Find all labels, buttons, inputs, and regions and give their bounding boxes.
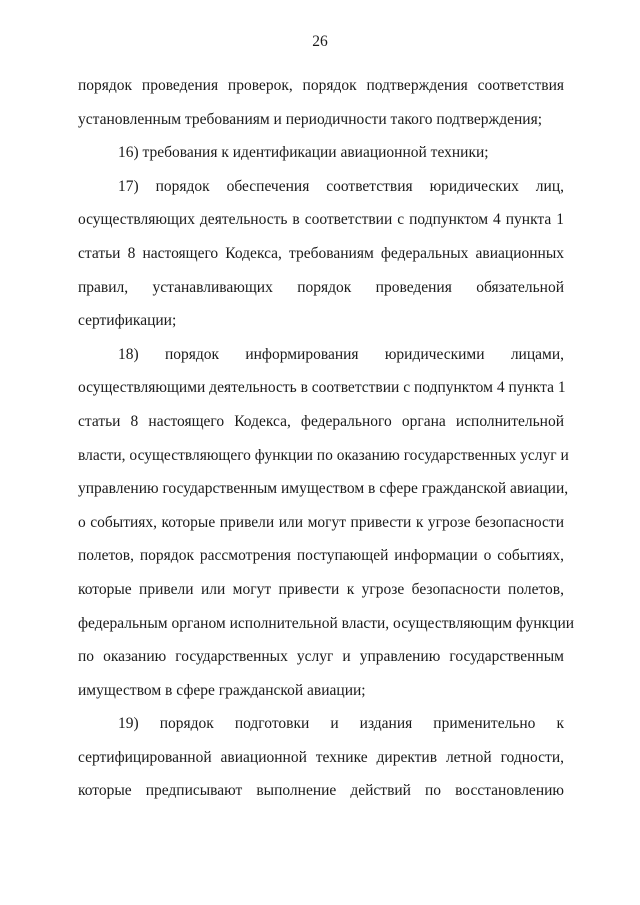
text-line: осуществляющих деятельность в соответствии с подпунктом 4 пункта 1 [78,211,564,229]
text-line: 16) требования к идентификации авиационной техники; [118,144,489,162]
text-line: порядок проведения проверок, порядок подтверждения соответствия [78,77,564,94]
text-line: управлению государственным имуществом в сфере гражданской авиации, [78,480,569,498]
text-line: статьи 8 настоящего Кодекса, требованиям федеральных авиационных [78,244,564,262]
text-line: которые привели или могут привести к угрозе безопасности полетов, [78,580,564,598]
text-line: сертифицированной авиационной технике директив летной годности, [78,748,564,766]
text-line: по оказанию государственных услуг и управлению государственным [78,648,564,666]
text-line: полетов, порядок рассмотрения поступающей информации о событиях, [78,547,564,565]
text-line: сертификации; [78,312,177,330]
text-line: осуществляющими деятельность в соответствии с подпунктом 4 пункта 1 [78,379,566,397]
text-line: правил, устанавливающих порядок проведения обязательной [78,278,564,296]
text-line: статьи 8 настоящего Кодекса, федерального органа исполнительной [78,412,564,430]
text-line: 19) порядок подготовки и издания применительно к [118,715,564,733]
text-line: имуществом в сфере гражданской авиации; [78,681,366,699]
text-line: 18) порядок информирования юридическими лицами, [118,345,564,363]
text-line: власти, осуществляющего функции по оказанию государственных услуг и [78,446,569,464]
text-line: о событиях, которые привели или могут привести к угрозе безопасности [78,513,564,531]
body-text [78,69,575,808]
page-number: 26 [312,33,328,50]
text-line: федеральным органом исполнительной власти, осуществляющим функции [78,614,575,632]
text-line: установленным требованиям и периодичности такого подтверждения; [78,110,543,128]
text-line: которые предписывают выполнение действий по восстановлению [78,782,564,800]
text-line: 17) порядок обеспечения соответствия юридических лиц, [118,177,564,195]
